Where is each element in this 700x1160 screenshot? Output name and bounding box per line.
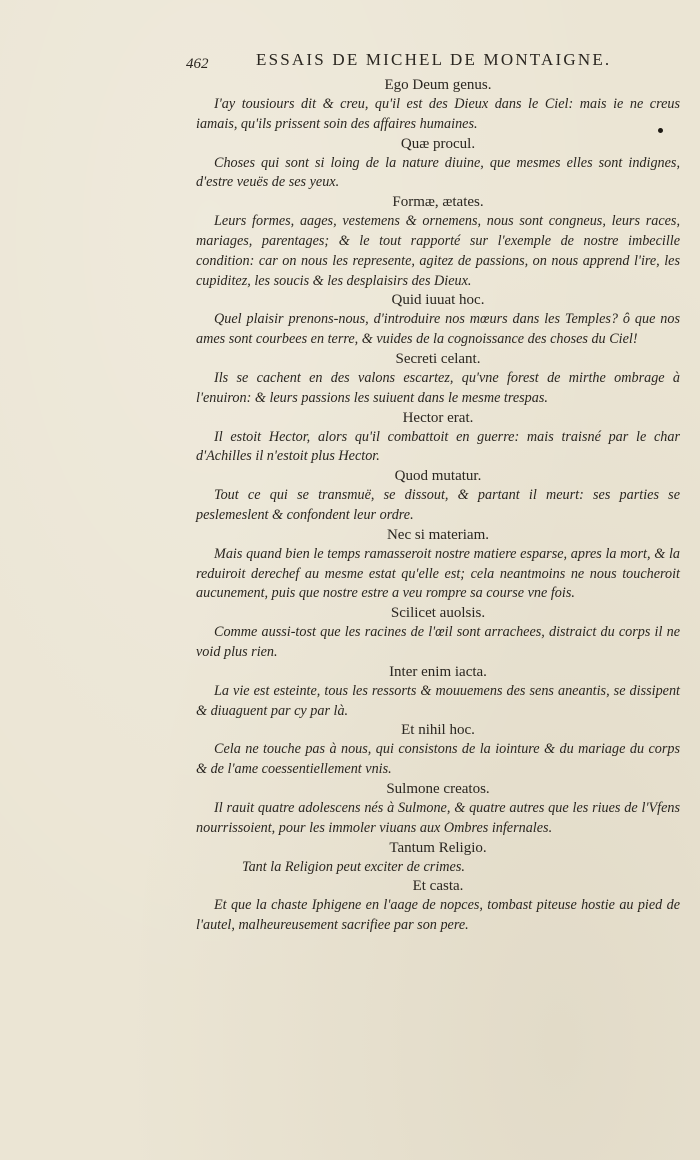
french-gloss: Leurs formes, aages, vestemens & ornemens, nous sont congneus, leurs races, mariages, parentages; & le tout rapporté sur l'exemple de nostre imbecille condition: car on nous les represente, agitez de passions, on nous apprend l'ire, les cupiditez, les soucis & les desplaisirs des Dieux. (196, 213, 680, 289)
french-gloss: Comme aussi-tost que les racines de l'œil sont arrachees, distraict du corps il ne void plus rien. (196, 624, 680, 660)
running-title: ESSAIS DE MICHEL DE MONTAIGNE. (256, 50, 612, 69)
entry-11 (196, 721, 680, 780)
entry-4 (196, 291, 680, 350)
latin-lemma: Et nihil hoc. (401, 722, 475, 739)
latin-lemma: Ego Deum genus. (384, 77, 492, 93)
entry-10 (196, 663, 680, 722)
french-gloss: Mais quand bien le temps ramasseroit nostre matiere esparse, apres la mort, & la reduiroit derechef au mesme estat qu'elle est; cela neantmoins ne nous toucheroit aucunement, puis que nostre estre a veu rompre sa course vne fois. (196, 545, 680, 602)
french-gloss: La vie est esteinte, tous les ressorts & mouuemens des sens aneantis, se dissipent & diuaguent par cy par là. (196, 682, 680, 719)
latin-lemma: Nec si materiam. (386, 526, 490, 543)
entry-2 (196, 135, 680, 194)
french-gloss: Ils se cachent en des valons escartez, qu'vne forest de mirthe ombrage à l'enuiron: & leurs passions les suiuent dans le mesme trespas. (196, 369, 680, 406)
entry-3 (196, 193, 680, 291)
latin-lemma: Inter enim iacta. (389, 663, 487, 680)
entry-5 (196, 350, 680, 409)
entry-13 (196, 839, 680, 878)
entry-1 (196, 76, 680, 135)
page-number: 462 (186, 56, 209, 72)
latin-lemma: Formæ, ætates. (392, 194, 484, 211)
page-header (186, 50, 636, 74)
latin-lemma: Tantum Religio. (389, 839, 487, 856)
text-block (196, 76, 680, 936)
latin-lemma: Quod mutatur. (394, 468, 482, 485)
french-gloss: I'ay tousiours dit & creu, qu'il est des Dieux dans le Ciel: mais ie ne creus iamais, qu'ils prissent soin des affaires humaines. (196, 96, 680, 132)
french-gloss: Il rauit quatre adolescens nés à Sulmone, & quatre autres que les riues de l'Vfens nourrissoient, pour les immoler viuans aux Ombres infernales. (196, 799, 680, 836)
latin-lemma: Sulmone creatos. (386, 780, 490, 797)
entry-8 (196, 526, 680, 604)
french-gloss: Il estoit Hector, alors qu'il combattoit en guerre: mais traisné par le char d'Achilles il n'estoit plus Hector. (196, 428, 680, 465)
latin-lemma: Quid iuuat hoc. (391, 292, 485, 309)
french-gloss: Quel plaisir prenons-nous, d'introduire nos mœurs dans les Temples? ô que nos ames sont courbees en terre, & vuides de la cognoissance des choses du Ciel! (196, 311, 680, 348)
french-gloss: Tant la Religion peut exciter de crimes. (242, 858, 465, 875)
entry-7 (196, 467, 680, 526)
latin-lemma: Quæ procul. (400, 135, 476, 152)
entry-6 (196, 409, 680, 468)
latin-lemma: Scilicet auolsis. (390, 605, 486, 622)
entry-14 (196, 877, 680, 936)
latin-lemma: Hector erat. (402, 409, 474, 426)
entry-9 (196, 604, 680, 663)
entry-12 (196, 780, 680, 839)
latin-lemma: Et casta. (412, 878, 464, 895)
latin-lemma: Secreti celant. (395, 350, 481, 367)
french-gloss: Choses qui sont si loing de la nature diuine, que mesmes elles sont indignes, d'estre veuës de ses yeux. (196, 154, 680, 191)
french-gloss: Tout ce qui se transmuë, se dissout, & partant il meurt: ses parties se peslemeslent & confondent leur ordre. (196, 487, 680, 523)
french-gloss: Cela ne touche pas à nous, qui consistons de la iointure & du mariage du corps & de l'ame coessentiellement vnis. (196, 741, 680, 778)
french-gloss: Et que la chaste Iphigene en l'aage de nopces, tombast piteuse hostie au pied de l'autel, malheureusement sacrifiee par son pere. (196, 897, 680, 934)
